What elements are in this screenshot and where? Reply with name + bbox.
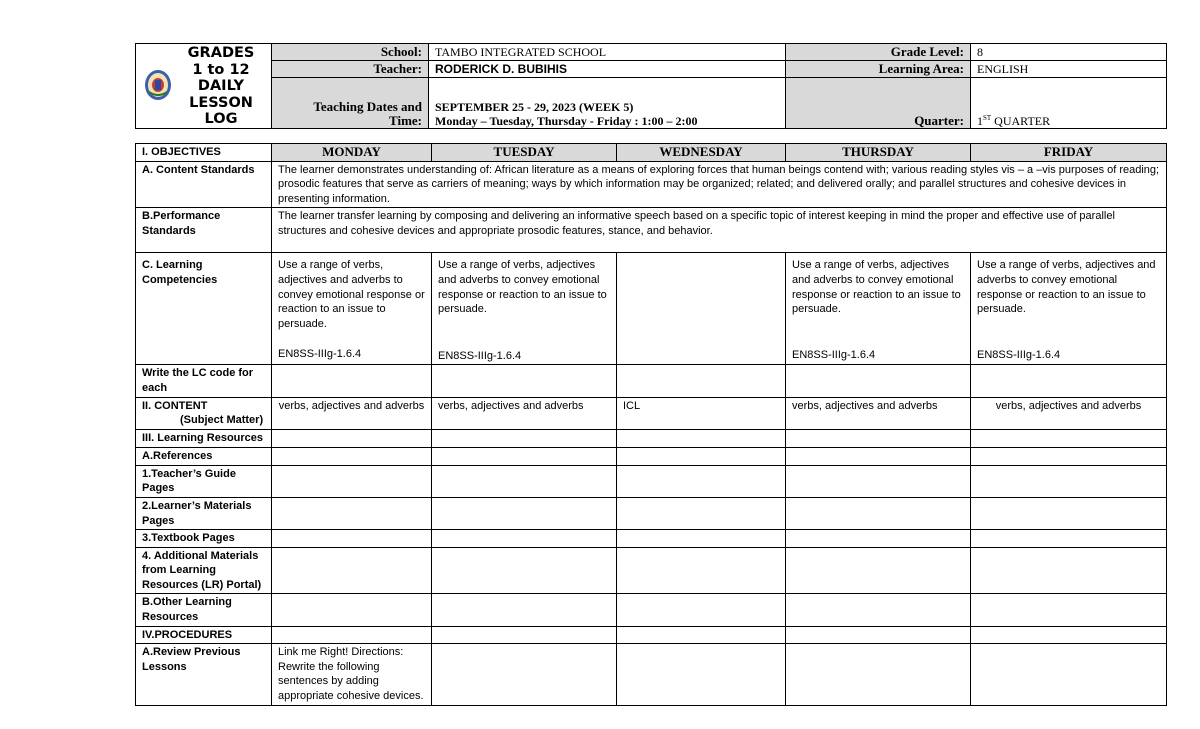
table-row — [136, 397, 1167, 429]
table-row — [136, 547, 1167, 594]
table-row — [136, 594, 1167, 626]
learners-materials-label: 2.Learner’s Materials Pages — [136, 497, 272, 529]
references-label: A.References — [136, 447, 272, 465]
content-tuesday: verbs, adjectives and adverbs — [432, 397, 617, 429]
title-block — [136, 44, 272, 129]
table-row — [136, 144, 1167, 162]
table-row — [136, 497, 1167, 529]
grade-level-value: 8 — [971, 44, 1167, 61]
content-label: II. CONTENT (Subject Matter) — [136, 397, 272, 429]
content-friday: verbs, adjectives and adverbs — [971, 397, 1167, 429]
content-standards-label: A. Content Standards — [136, 161, 272, 208]
day-header-tuesday: TUESDAY — [432, 144, 617, 162]
day-header-wednesday: WEDNESDAY — [617, 144, 786, 162]
lc-code-tuesday — [432, 365, 617, 397]
procedures-heading: IV.PROCEDURES — [136, 626, 272, 644]
lc-code-friday — [971, 365, 1167, 397]
teaching-dates-label: Teaching Dates and Time: — [272, 78, 429, 129]
lesson-log-table — [135, 143, 1167, 706]
table-row — [136, 530, 1167, 548]
grade-level-label: Grade Level: — [786, 44, 971, 61]
performance-standards-text: The learner transfer learning by composing and delivering an informative speech based on a specific topic of interest keeping in mind the proper and effective use of parallel structures and cohesive devices and appropriate prosodic features, stance, and behavior. — [272, 208, 1167, 253]
teacher-label: Teacher: — [272, 61, 429, 78]
teachers-guide-label: 1.Teacher’s Guide Pages — [136, 465, 272, 497]
learning-competencies-label: C. Learning Competencies — [136, 253, 272, 365]
lc-code-label: Write the LC code for each — [136, 365, 272, 397]
day-header-friday: FRIDAY — [971, 144, 1167, 162]
competency-monday: Use a range of verbs, adjectives and adverbs to convey emotional response or reaction to an issue to persuade. EN8SS-IIIg-1.6.4 — [272, 253, 432, 365]
school-value: TAMBO INTEGRATED SCHOOL — [429, 44, 786, 61]
table-row — [136, 365, 1167, 397]
content-wednesday: ICL — [617, 397, 786, 429]
lc-code-wednesday — [617, 365, 786, 397]
content-standards-text: The learner demonstrates understanding of: African literature as a means of exploring forces that human beings contend with; various reading styles vis – a –vis purposes of reading; prosodic features that serve as carriers of meaning; ways by which information may be organized; related; and delivered orally; and parallel structures and cohesive devices in presenting information. — [272, 161, 1167, 208]
day-header-monday: MONDAY — [272, 144, 432, 162]
competency-thursday: Use a range of verbs, adjectives and adverbs to convey emotional response or reaction to an issue to persuade. EN8SS-IIIg-1.6.4 — [786, 253, 971, 365]
table-row — [136, 208, 1167, 253]
deped-seal-icon — [144, 68, 172, 102]
quarter-value: 1ST QUARTER — [971, 78, 1167, 129]
learning-area-label: Learning Area: — [786, 61, 971, 78]
competency-tuesday: Use a range of verbs, adjectives and adverbs to convey emotional response or reaction to an issue to persuade. EN8SS-IIIg-1.6.4 — [432, 253, 617, 365]
table-row — [136, 161, 1167, 208]
teaching-dates-value: SEPTEMBER 25 - 29, 2023 (WEEK 5) Monday – Tuesday, Thursday - Friday : 1:00 – 2:00 — [429, 78, 786, 129]
objectives-heading: I. OBJECTIVES — [136, 144, 272, 162]
table-row — [136, 253, 1167, 365]
table-row — [136, 429, 1167, 447]
additional-materials-label: 4. Additional Materials from Learning Resources (LR) Portal) — [136, 547, 272, 594]
table-row — [136, 447, 1167, 465]
school-label: School: — [272, 44, 429, 61]
teacher-value: RODERICK D. BUBIHIS — [429, 61, 786, 78]
review-monday: Link me Right! Directions: Rewrite the following sentences by adding appropriate cohesive devices. — [272, 644, 432, 705]
lc-code-monday — [272, 365, 432, 397]
day-header-thursday: THURSDAY — [786, 144, 971, 162]
textbook-pages-label: 3.Textbook Pages — [136, 530, 272, 548]
review-lessons-label: A.Review Previous Lessons — [136, 644, 272, 705]
content-monday: verbs, adjectives and adverbs — [272, 397, 432, 429]
learning-area-value: ENGLISH — [971, 61, 1167, 78]
learning-resources-label: III. Learning Resources — [136, 429, 272, 447]
performance-standards-label: B.Performance Standards — [136, 208, 272, 253]
lc-code-thursday — [786, 365, 971, 397]
table-row — [136, 644, 1167, 705]
content-thursday: verbs, adjectives and adverbs — [786, 397, 971, 429]
table-row — [136, 626, 1167, 644]
header-table — [135, 43, 1167, 129]
other-resources-label: B.Other Learning Resources — [136, 594, 272, 626]
competency-friday: Use a range of verbs, adjectives and adverbs to convey emotional response or reaction to an issue to persuade. EN8SS-IIIg-1.6.4 — [971, 253, 1167, 365]
quarter-label: Quarter: — [786, 78, 971, 129]
form-title: GRADES 1 to 12 DAILY LESSON LOG — [187, 45, 255, 127]
competency-wednesday — [617, 253, 786, 365]
table-row — [136, 465, 1167, 497]
